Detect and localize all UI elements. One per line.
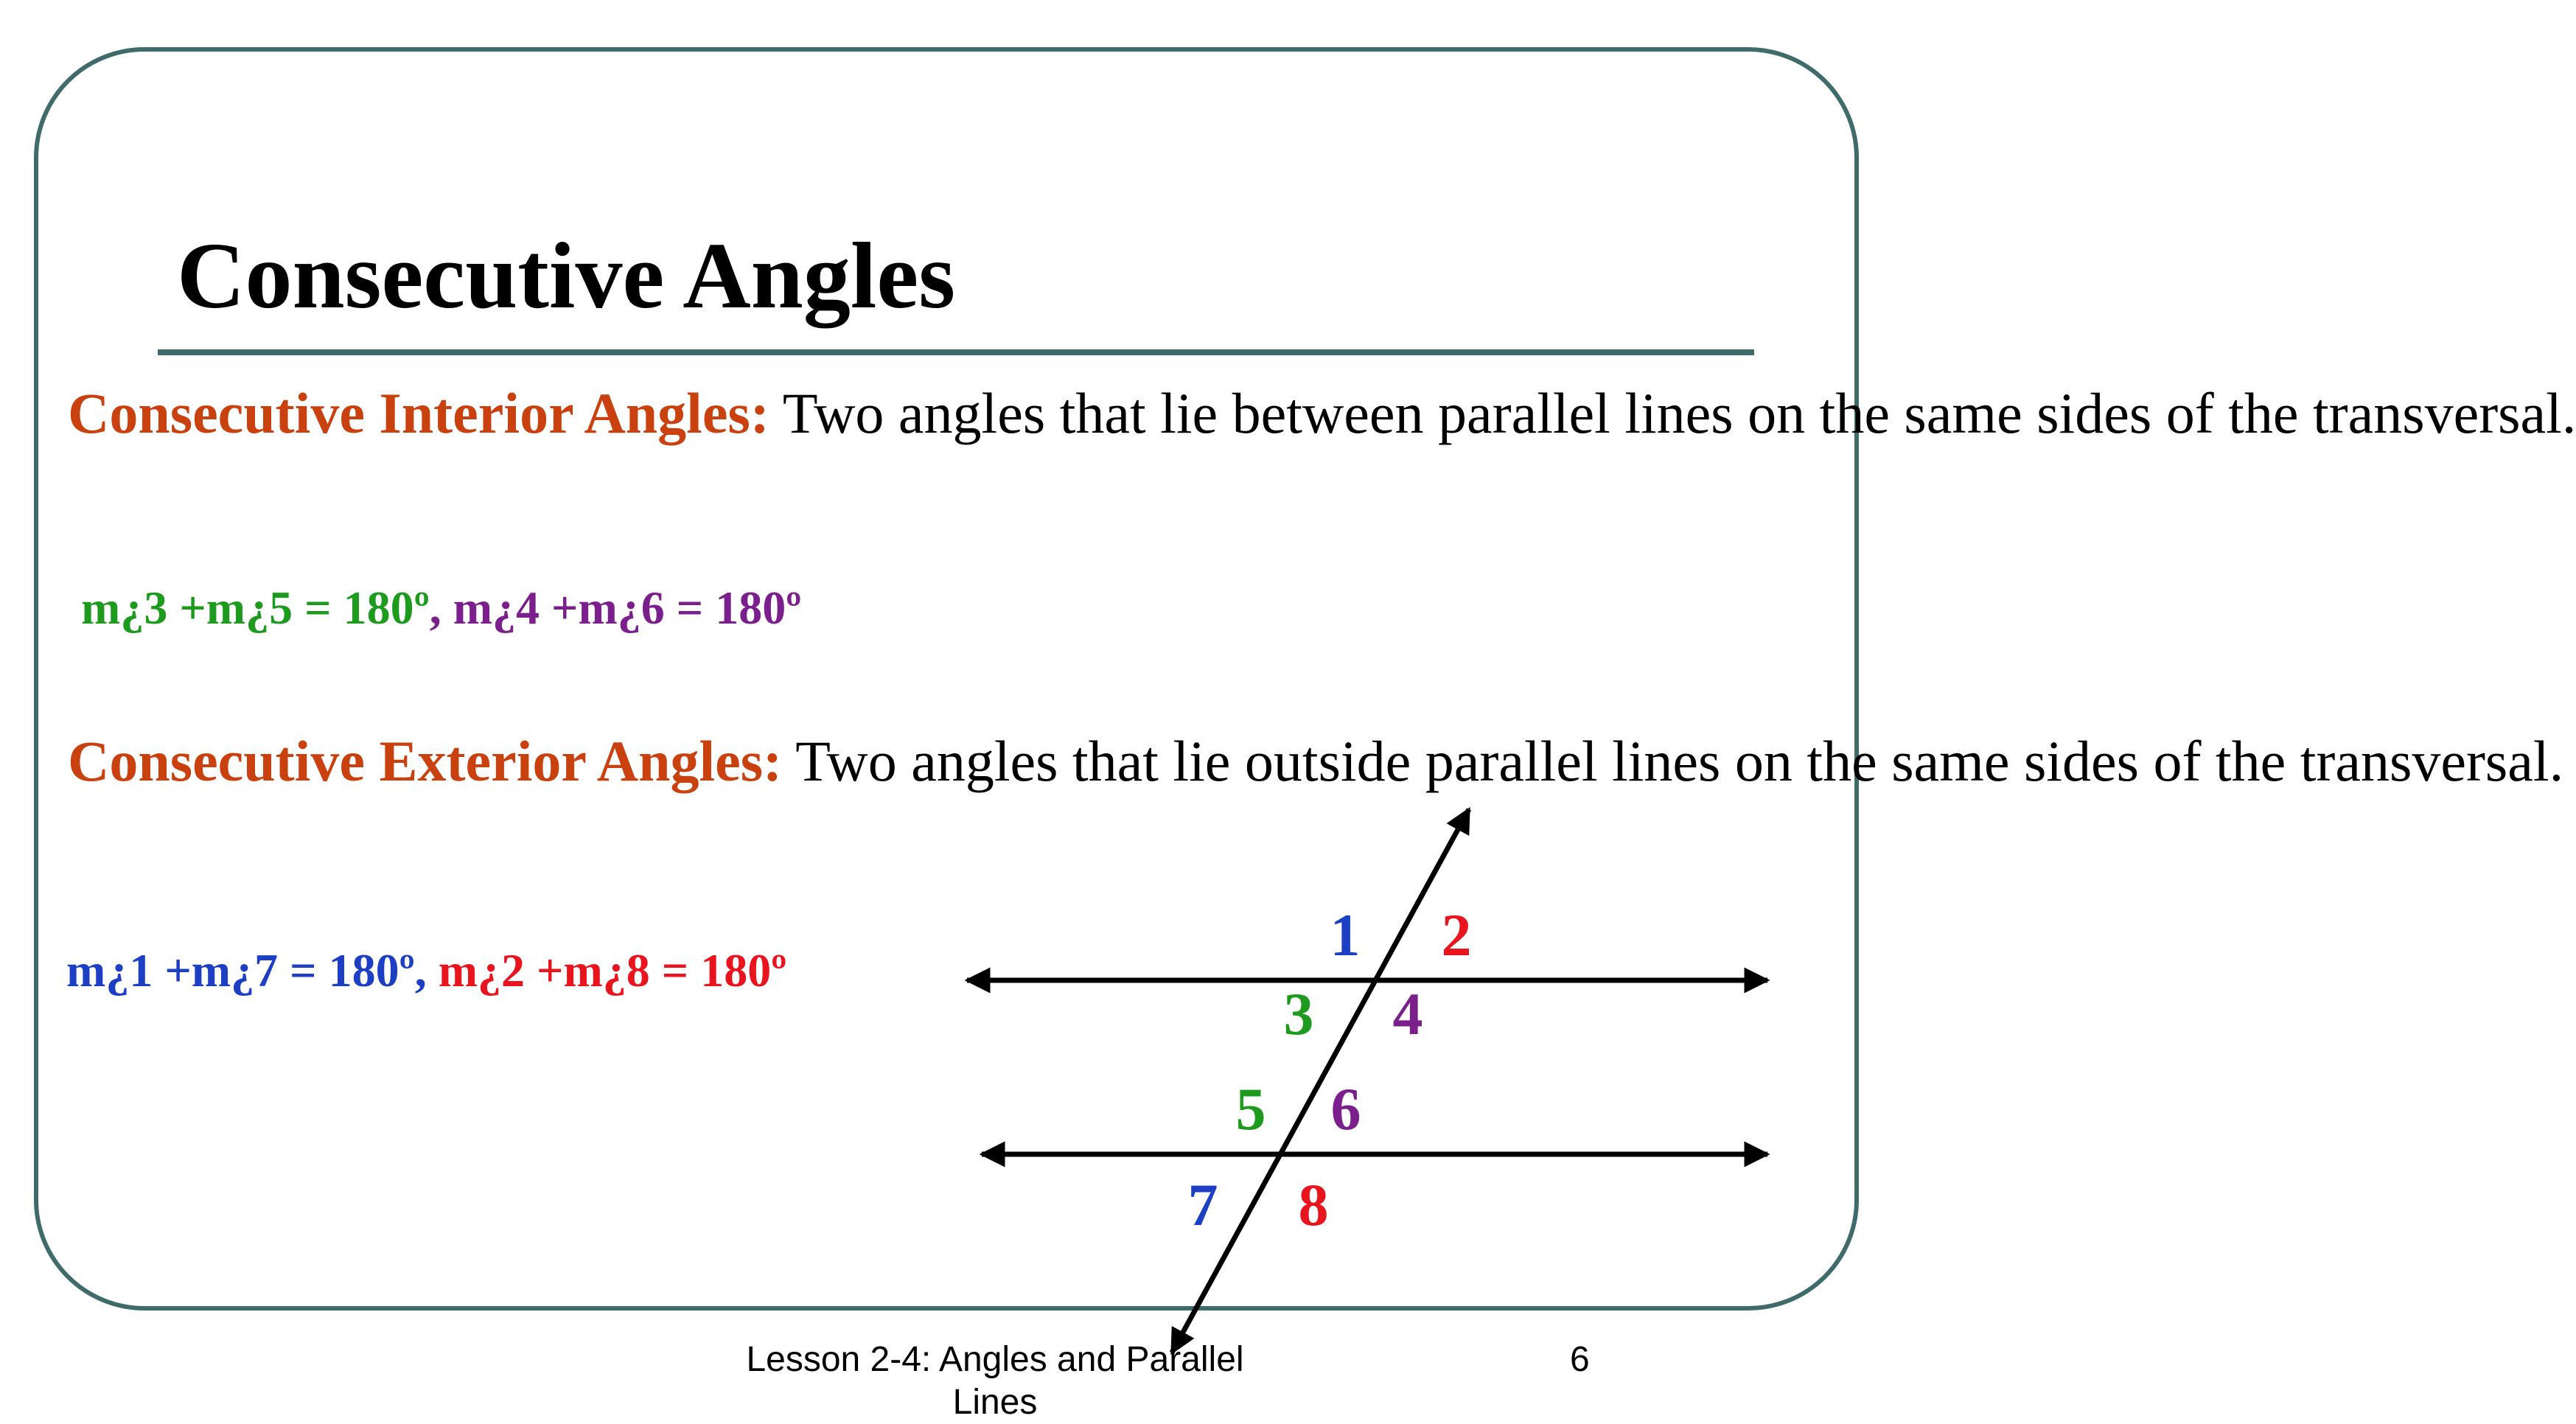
slide-number: 6 bbox=[1570, 1340, 1590, 1379]
equation-separator: , bbox=[429, 582, 453, 634]
angle-label-3: 3 bbox=[1283, 980, 1314, 1047]
transversal-line bbox=[1172, 809, 1469, 1353]
angle-label-6: 6 bbox=[1330, 1075, 1361, 1142]
exterior-angles-term: Consecutive Exterior Angles: bbox=[68, 729, 783, 793]
interior-angles-text: Two angles that lie between parallel lines on the same sides of the transversal. bbox=[769, 381, 2576, 445]
angle-label-8: 8 bbox=[1298, 1171, 1329, 1238]
equation-angles-2-8: m¿2 +m¿8 = 180º bbox=[438, 944, 787, 997]
angle-label-7: 7 bbox=[1187, 1171, 1218, 1238]
interior-angles-term: Consecutive Interior Angles: bbox=[68, 381, 769, 445]
slide-title: Consecutive Angles bbox=[177, 223, 955, 328]
angle-label-5: 5 bbox=[1235, 1075, 1266, 1142]
angle-label-1: 1 bbox=[1330, 901, 1361, 968]
exterior-angles-text: Two angles that lie outside parallel lines on the same sides of the transversal. bbox=[782, 729, 2564, 793]
slide-footer: Lesson 2-4: Angles and Parallel Lines bbox=[746, 1340, 1244, 1422]
equation-separator: , bbox=[414, 944, 439, 997]
equation-angles-3-5: m¿3 +m¿5 = 180º bbox=[81, 582, 430, 634]
angle-label-4: 4 bbox=[1392, 980, 1423, 1047]
equation-angles-1-7: m¿1 +m¿7 = 180º bbox=[66, 944, 415, 997]
equation-angles-4-6: m¿4 +m¿6 = 180º bbox=[453, 582, 802, 634]
angle-label-2: 2 bbox=[1441, 901, 1472, 968]
